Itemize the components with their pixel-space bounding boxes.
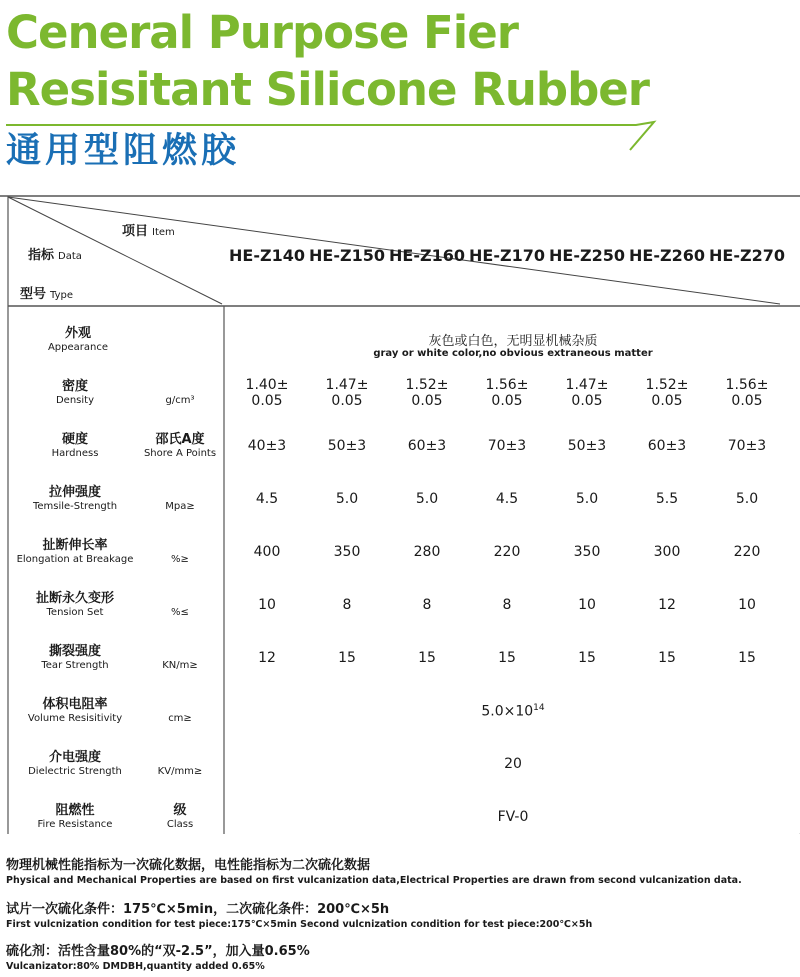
value-line: 1.56± <box>485 377 529 393</box>
value-line: 0.05 <box>251 393 283 409</box>
span-value-sup: 14 <box>533 703 545 713</box>
span-value <box>226 756 800 772</box>
row-unit-cn: 邵氏A度 <box>155 432 205 447</box>
note-cn: 硫化剂：活性含量80%的“双-2.5”，加入量0.65% <box>6 944 310 959</box>
row-label-en: Tension Set <box>46 607 104 618</box>
value-cell: 5.0 <box>335 491 359 507</box>
row-label-cn: 外观 <box>64 326 91 341</box>
row-label-en: Density <box>55 395 95 406</box>
model-header: HE-Z150 <box>309 246 385 265</box>
value-cell: 220 <box>493 544 521 560</box>
value-line: 1.56± <box>725 377 769 393</box>
value-cell: 5.0 <box>415 491 439 507</box>
value-cell: 15 <box>738 650 756 666</box>
value-line: 1.40± <box>245 377 289 393</box>
row-unit-en: %≤ <box>171 607 189 618</box>
row-unit-en: %≥ <box>171 554 189 565</box>
row-label-en: Dielectric Strength <box>28 766 122 777</box>
value-cell: 15 <box>498 650 516 666</box>
value-cell: 40±3 <box>247 438 287 454</box>
row-label-en: Volume Resisitivity <box>27 713 123 724</box>
value-line: 1.47± <box>325 377 369 393</box>
value-cell: 60±3 <box>407 438 447 454</box>
row-label-cn: 密度 <box>61 379 88 394</box>
value-cell: 15 <box>418 650 436 666</box>
value-line: 1.52± <box>645 377 689 393</box>
value-line: 1.47± <box>565 377 609 393</box>
row-unit-en: Mpa≥ <box>165 501 195 512</box>
value-line: 0.05 <box>651 393 683 409</box>
value-cell: 8 <box>342 597 352 613</box>
title-underline <box>0 120 800 180</box>
value-cell <box>227 377 307 409</box>
title-cn: 通用型阻燃胶 <box>6 131 241 171</box>
value-cell: 5.0 <box>735 491 759 507</box>
row-unit-en: KN/m≥ <box>162 660 198 671</box>
span-value <box>226 703 800 720</box>
row-unit-en: Shore A Points <box>143 448 217 459</box>
value-cell <box>387 377 467 409</box>
value-line: 0.05 <box>491 393 523 409</box>
value-cell <box>627 377 707 409</box>
table-lines <box>0 194 800 834</box>
value-cell: 60±3 <box>647 438 687 454</box>
model-header: HE-Z140 <box>229 246 305 265</box>
span-value-text: 20 <box>504 756 522 772</box>
value-cell: 5.5 <box>655 491 679 507</box>
row-label-cn: 扯断永久变形 <box>35 591 114 606</box>
row-label-cn: 硬度 <box>61 432 88 447</box>
value-line: 1.52± <box>405 377 449 393</box>
row-label-en: Hardness <box>51 448 99 459</box>
row-label-cn: 扯断伸长率 <box>42 538 108 553</box>
value-cell: 4.5 <box>495 491 519 507</box>
value-cell: 50±3 <box>567 438 607 454</box>
value-cell: 280 <box>413 544 441 560</box>
row-label-en: Temsile-Strength <box>32 501 118 512</box>
value-cell <box>467 377 547 409</box>
value-cell: 10 <box>738 597 756 613</box>
value-cell: 70±3 <box>487 438 527 454</box>
value-cell: 50±3 <box>327 438 367 454</box>
note-en: Physical and Mechanical Properties are based on first vulcanization data,Electrical Properties are drawn from second vulcanization data. <box>6 875 742 886</box>
row-label-cn: 拉伸强度 <box>48 485 101 500</box>
span-value-text: FV-0 <box>497 809 529 825</box>
span-value-text: 5.0×10 <box>481 703 534 720</box>
appearance-en: gray or white color,no obvious extraneous matter <box>373 348 653 359</box>
value-line: 0.05 <box>571 393 603 409</box>
value-cell: 10 <box>578 597 596 613</box>
header-item: 项目 Item <box>122 224 175 239</box>
value-cell: 12 <box>258 650 276 666</box>
title-en-line1: Ceneral Purpose Fier <box>6 6 518 59</box>
value-cell <box>547 377 627 409</box>
row-unit-en: Class <box>166 819 194 830</box>
value-cell: 15 <box>578 650 596 666</box>
value-cell: 300 <box>653 544 681 560</box>
note-cn: 物理机械性能指标为一次硫化数据，电性能指标为二次硫化数据 <box>6 858 371 873</box>
header-type: 型号 Type <box>20 287 73 302</box>
model-header: HE-Z270 <box>709 246 785 265</box>
note-cn: 试片一次硫化条件：175℃×5min，二次硫化条件：200℃×5h <box>6 902 390 917</box>
model-header: HE-Z250 <box>549 246 625 265</box>
value-cell: 400 <box>253 544 281 560</box>
value-cell: 8 <box>502 597 512 613</box>
value-cell: 4.5 <box>255 491 279 507</box>
row-unit-cn: 级 <box>173 803 187 818</box>
row-label-cn: 撕裂强度 <box>48 644 101 659</box>
value-cell: 15 <box>338 650 356 666</box>
model-header: HE-Z170 <box>469 246 545 265</box>
row-label-en: Appearance <box>47 342 109 353</box>
row-label-en: Fire Resistance <box>37 819 113 830</box>
value-line: 0.05 <box>731 393 763 409</box>
value-cell: 350 <box>333 544 361 560</box>
note-en: First vulcnization condition for test piece:175℃×5min Second vulcnization condition for test piece:200℃×5h <box>6 919 593 930</box>
value-cell: 220 <box>733 544 761 560</box>
row-label-en: Elongation at Breakage <box>16 554 134 565</box>
value-cell: 5.0 <box>575 491 599 507</box>
value-line: 0.05 <box>411 393 443 409</box>
row-unit-en: cm≥ <box>168 713 192 724</box>
appearance-cn: 灰色或白色，无明显机械杂质 <box>428 334 598 349</box>
value-cell: 12 <box>658 597 676 613</box>
span-value <box>226 809 800 825</box>
model-header: HE-Z260 <box>629 246 705 265</box>
note-en: Vulcanizator:80% DMDBH,quantity added 0.65% <box>6 961 265 972</box>
row-label-cn: 阻燃性 <box>55 803 95 818</box>
row-label-en: Tear Strength <box>41 660 109 671</box>
value-cell: 10 <box>258 597 276 613</box>
row-unit-en: KV/mm≥ <box>157 766 203 777</box>
value-line: 0.05 <box>331 393 363 409</box>
value-cell: 8 <box>422 597 432 613</box>
value-cell: 70±3 <box>727 438 767 454</box>
row-label-cn: 介电强度 <box>48 750 101 765</box>
value-cell: 15 <box>658 650 676 666</box>
header-data: 指标 Data <box>28 248 82 263</box>
row-label-cn: 体积电阻率 <box>42 697 108 712</box>
value-cell <box>307 377 387 409</box>
model-header: HE-Z160 <box>389 246 465 265</box>
title-en-line2: Resisitant Silicone Rubber <box>6 63 650 116</box>
value-cell <box>707 377 787 409</box>
row-unit-en: g/cm³ <box>165 395 195 406</box>
value-cell: 350 <box>573 544 601 560</box>
